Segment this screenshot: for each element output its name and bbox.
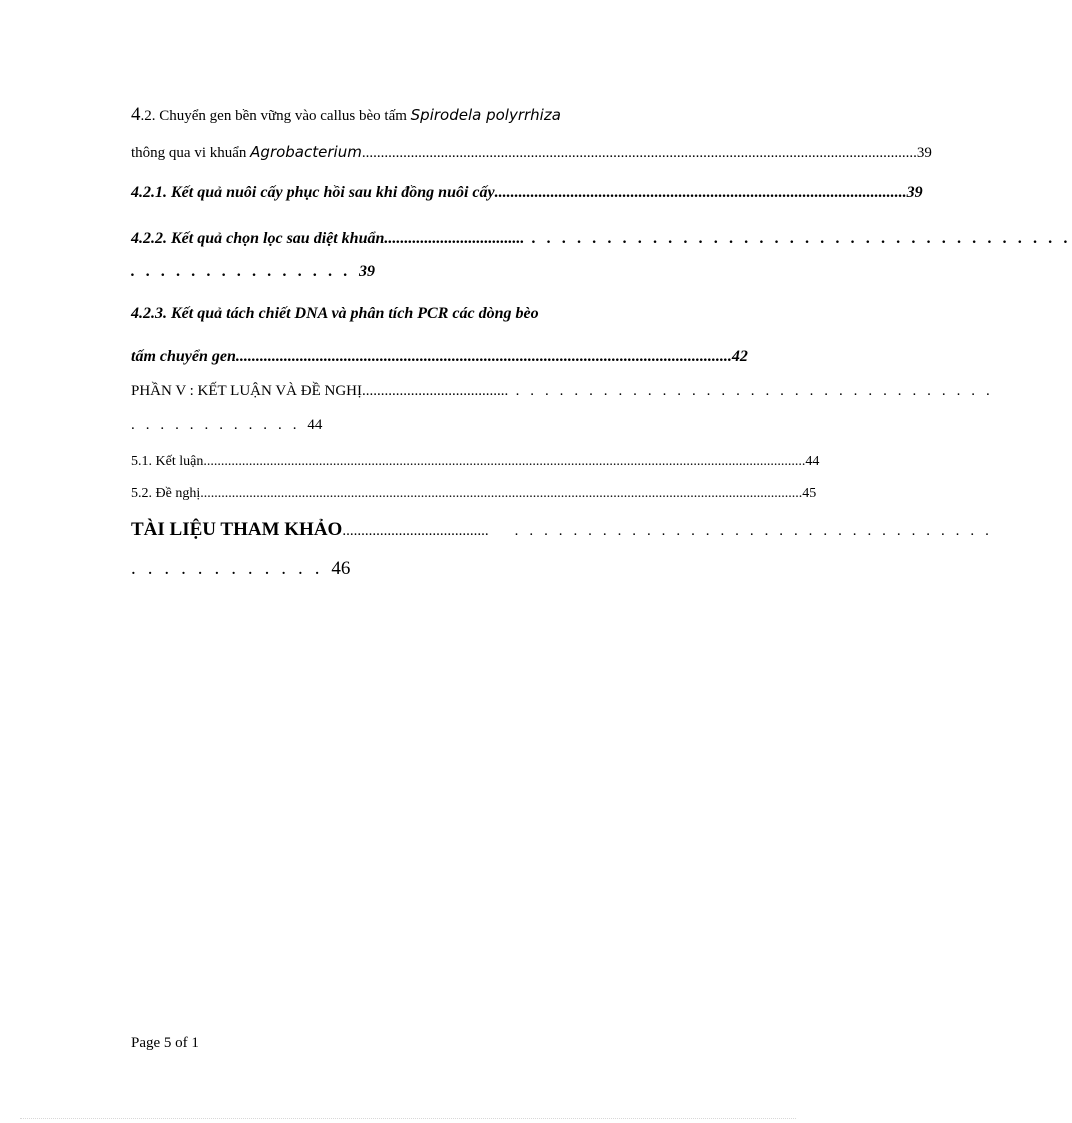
toc-entry-4-2-page: 39 <box>916 145 932 161</box>
dot-leader: .................................................................................................................................................... <box>361 145 917 161</box>
toc-entry-4-2-1 <box>131 184 923 202</box>
toc-entry-4-2-line2 <box>131 143 932 162</box>
toc-entry-5-2-page: 45 <box>802 486 817 501</box>
toc-entry-part-5-title: PHẦN V : KẾT LUẬN VÀ ĐỀ NGHỊ <box>131 383 362 399</box>
page-footer: Page 5 of 1 <box>131 1035 199 1051</box>
toc-entry-4-2-3-title-cont: tấm chuyển gen <box>131 348 236 365</box>
toc-entry-4-2-2-page: 39 <box>359 263 375 280</box>
toc-entry-4-2-3-line2 <box>131 348 748 366</box>
toc-entry-5-2 <box>131 486 817 502</box>
toc-entry-4-2-number: 4 <box>131 104 141 125</box>
toc-entry-4-2-3-page: 42 <box>731 348 748 365</box>
toc-entry-5-1-page: 44 <box>805 454 820 469</box>
toc-entry-references-line1 <box>131 519 993 541</box>
dot-leader: ....................................................................................................... <box>494 184 907 201</box>
toc-entry-4-2-2-line1 <box>131 230 1072 248</box>
toc-entry-4-2-2-line2 <box>131 263 743 281</box>
toc-entry-part-5-line2 <box>131 417 743 434</box>
toc-entry-4-2-3-line1 <box>131 305 743 323</box>
toc-entry-5-1 <box>131 454 820 470</box>
dot-leader: . . . . . . . . . . . . <box>131 558 332 579</box>
toc-entry-4-2-line1 <box>131 104 743 126</box>
toc-entry-4-2-genus: Agrobacterium <box>250 143 362 161</box>
toc-entry-4-2-2-title: 4.2.2. Kết quả chọn lọc sau diệt khuẩn <box>131 230 385 247</box>
dot-leader: ....................................... . . . . . . . . . . . . . . . . . . . . . . . . . . . . . . . . . <box>342 523 993 539</box>
toc-entry-5-2-title: 5.2. Đề nghị <box>131 486 201 501</box>
toc-entry-references-page: 46 <box>331 558 351 579</box>
toc-entry-4-2-title: .2. Chuyển gen bền vững vào callus bèo tấm <box>140 108 411 124</box>
dot-leader: ............................................................................................................................ <box>235 348 732 365</box>
dot-leader: ................................... . . . . . . . . . . . . . . . . . . . . . . . . . . . . . . . . . . . . <box>384 230 1072 247</box>
toc-entry-4-2-title-cont: thông qua vi khuẩn <box>131 145 251 161</box>
toc-entry-4-2-3-title: 4.2.3. Kết quả tách chiết DNA và phân tích PCR các dòng bèo <box>131 305 539 322</box>
dot-leader: . . . . . . . . . . . . . . . <box>131 263 359 280</box>
toc-entry-5-1-title: 5.1. Kết luận <box>131 454 204 469</box>
toc-entry-4-2-species: Spirodela polyrrhiza <box>410 106 561 124</box>
toc-entry-references-title: TÀI LIỆU THAM KHẢO <box>131 519 343 540</box>
toc-entry-part-5-page: 44 <box>307 417 323 433</box>
page-bottom-border <box>20 1118 796 1119</box>
toc-entry-4-2-1-page: 39 <box>906 184 923 201</box>
dot-leader: . . . . . . . . . . . . <box>131 417 308 433</box>
toc-entry-part-5-line1 <box>131 383 994 400</box>
toc-entry-references-line2 <box>131 558 743 580</box>
dot-leader: ............................................................................................................................................................................ <box>203 454 806 469</box>
dot-leader: ....................................... . . . . . . . . . . . . . . . . . . . . . . . . . . . . . . . . . <box>361 383 994 399</box>
toc-entry-4-2-1-title: 4.2.1. Kết quả nuôi cấy phục hồi sau khi đồng nuôi cấy <box>131 184 495 201</box>
dot-leader: ............................................................................................................................................................................ <box>200 486 803 501</box>
